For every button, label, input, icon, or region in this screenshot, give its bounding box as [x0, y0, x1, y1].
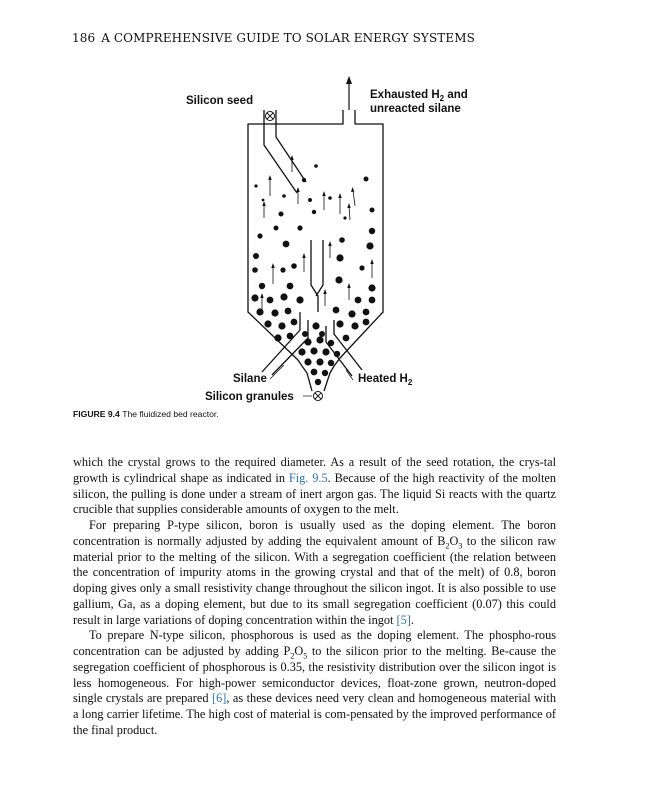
page-number: 186 [72, 31, 96, 45]
figure-caption [73, 409, 219, 419]
central-divider [311, 240, 323, 312]
silicon-particles [251, 164, 375, 385]
reactor-vessel-outline [248, 110, 383, 373]
exhaust-label-line1: Exhausted $H_2$ and [370, 89, 468, 103]
exhaust-arrow [346, 76, 352, 110]
valve-icon [266, 112, 275, 121]
figure-link[interactable]: Fig. 9.5 [288, 470, 328, 485]
valve-icon [314, 392, 323, 401]
reference-link[interactable]: [5] [396, 612, 411, 627]
gas-flow-arrows [260, 155, 373, 310]
heated-h2-label: Heated $H_2$ [358, 373, 413, 387]
figure-number: FIGURE 9.4 [73, 409, 120, 419]
figure-title: The fluidized bed reactor. [122, 409, 219, 419]
running-head-title: A COMPREHENSIVE GUIDE TO SOLAR ENERGY SYSTEMS [101, 31, 475, 45]
paragraph-3: To prepare N-type silicon, phosphorous is used as the doping element. The phospho-rous concentration can be adjusted by adding $P_2O_5$ to the silicon prior to the melting. Be-cause the segregation coefficient of phosphorous is 0.35, the resistivity distribution over the silicon ingot is less homogeneous. For high-power semiconductor devices, float-zone grown, neutron-doped single crystals are prepared [6], as these devices need very clean and homogeneous material with a long carrier lifetime. The high cost of material is com-pensated by the improved performance of the final product. [73, 628, 556, 737]
silane-leader-line [270, 365, 284, 379]
exhaust-label-line2: unreacted silane [370, 103, 461, 115]
silicon-seed-label: Silicon seed [186, 95, 254, 107]
body-text [73, 455, 556, 739]
paragraph-2: For preparing P-type silicon, boron is usually used as the doping element. The boron concentration is normally adjusted by adding the equivalent amount of $B_2O_3$ to the silicon raw material prior to the melting of the silicon. With a segregation coefficient (the relation between the concentration of impurity atoms in the growing crystal and that of the melt) of 0.8, boron doping gives only a small resistivity change throughout the silicon ingot. It is also possible to use gallium, Ga, as a doping element, but due to its small segregation coefficient (0.07) this could result in large variations of doping concentration within the ingot [5]. [73, 518, 557, 627]
reference-link[interactable]: [6] [211, 691, 227, 706]
paragraph-1: which the crystal grows to the required diameter. As a result of the seed rotation, the crys-tal growth is cylindrical shape as indicated in Fig. 9.5. Because of the high reactivity of the molten silicon, the pulling is done under a stream of inert argon gas. The liquid Si reacts with the quartz crucible that supplies considerable amounts of oxygen to the melt. [73, 455, 556, 517]
silane-label: Silane [233, 373, 267, 385]
silicon-granules-label: Silicon granules [205, 391, 294, 403]
